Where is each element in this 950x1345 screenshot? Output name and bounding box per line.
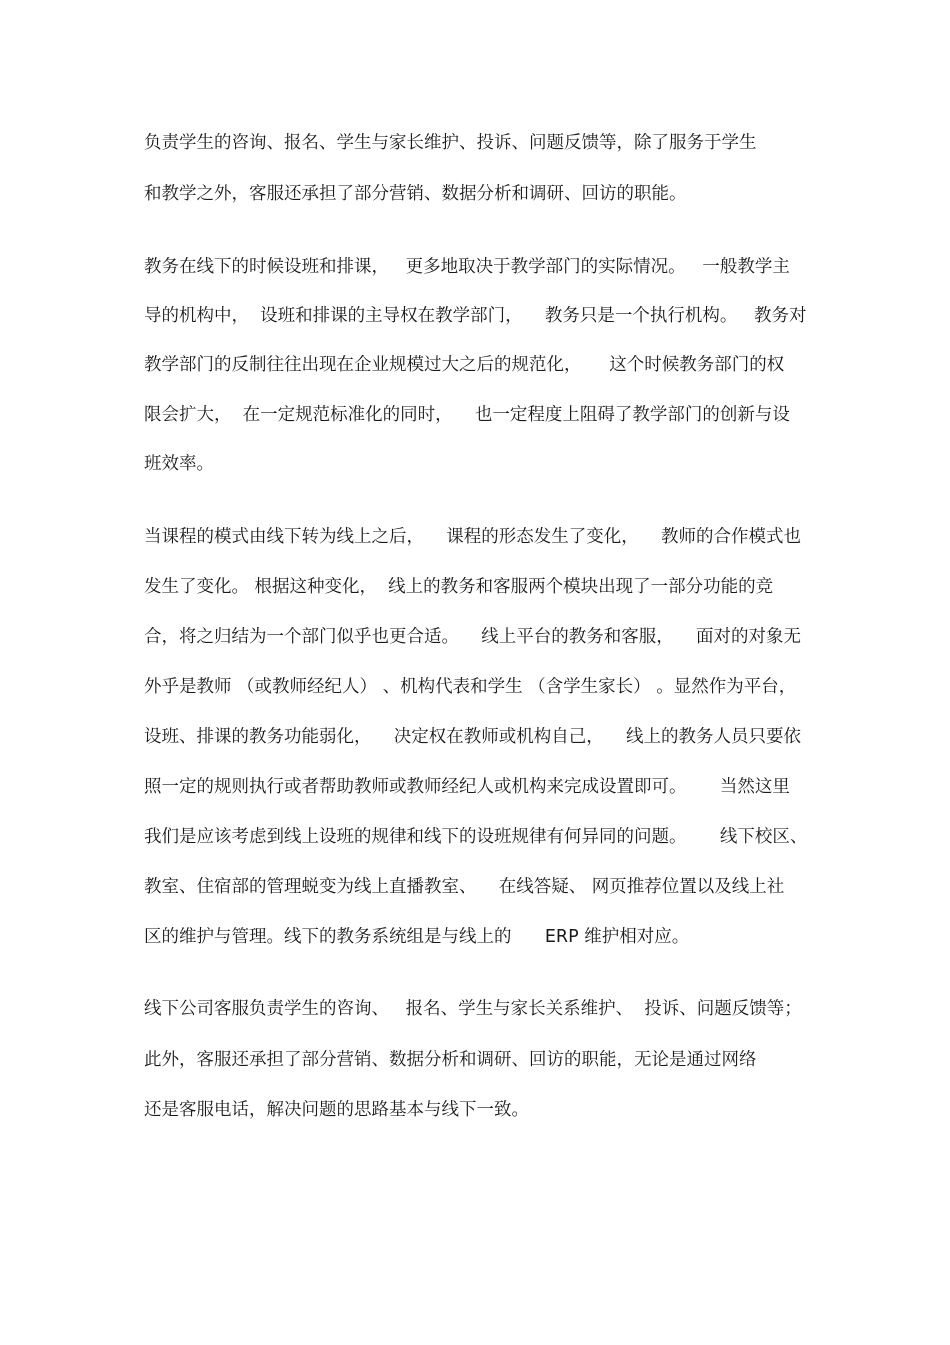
text-line: 设班、排课的教务功能弱化， 决定权在教师或机构自己， 线上的教务人员只要依 xyxy=(144,727,801,747)
text-line: 区的维护与管理。线下的教务系统组是与线上的 ERP 维护相对应。 xyxy=(144,927,690,947)
text-line: 班效率。 xyxy=(144,454,214,474)
text-line: 合，将之归结为一个部门似乎也更合适。 线上平台的教务和客服， 面对的对象无 xyxy=(144,627,801,647)
text-line: 教学部门的反制往往出现在企业规模过大之后的规范化， 这个时候教务部门的权 xyxy=(144,355,785,375)
text-line: 负责学生的咨询、报名、学生与家长维护、投诉、问题反馈等，除了服务于学生 xyxy=(144,133,757,153)
text-line: 教务在线下的时候设班和排课， 更多地取决于教学部门的实际情况。 一般教学主 xyxy=(144,257,790,277)
text-line: 线下公司客服负责学生的咨询、 报名、学生与家长关系维护、 投诉、问题反馈等； xyxy=(144,999,802,1019)
text-line: 外乎是教师 （或教师经纪人） 、机构代表和学生 （含学生家长） 。显然作为平台， xyxy=(144,677,797,697)
text-line: 教室、住宿部的管理蜕变为线上直播教室、 在线答疑、 网页推荐位置以及线上社 xyxy=(144,877,785,897)
text-line: 照一定的规则执行或者帮助教师或教师经纪人或机构来完成设置即可。 当然这里 xyxy=(144,777,790,797)
text-line: 还是客服电话，解决问题的思路基本与线下一致。 xyxy=(144,1100,529,1120)
text-line: 此外，客服还承担了部分营销、数据分析和调研、回访的职能，无论是通过网络 xyxy=(144,1050,757,1070)
text-line: 发生了变化。 根据这种变化， 线上的教务和客服两个模块出现了一部分功能的竞 xyxy=(144,577,774,597)
text-line: 我们是应该考虑到线上设班的规律和线下的设班规律有何异同的问题。 线下校区、 xyxy=(144,827,808,847)
text-line: 限会扩大， 在一定规范标准化的同时， 也一定程度上阻碍了教学部门的创新与设 xyxy=(144,405,790,425)
text-line: 导的机构中， 设班和排课的主导权在教学部门， 教务只是一个执行机构。 教务对 xyxy=(144,306,807,326)
text-line: 当课程的模式由线下转为线上之后， 课程的形态发生了变化， 教师的合作模式也 xyxy=(144,527,801,547)
text-line: 和教学之外，客服还承担了部分营销、数据分析和调研、回访的职能。 xyxy=(144,184,687,204)
